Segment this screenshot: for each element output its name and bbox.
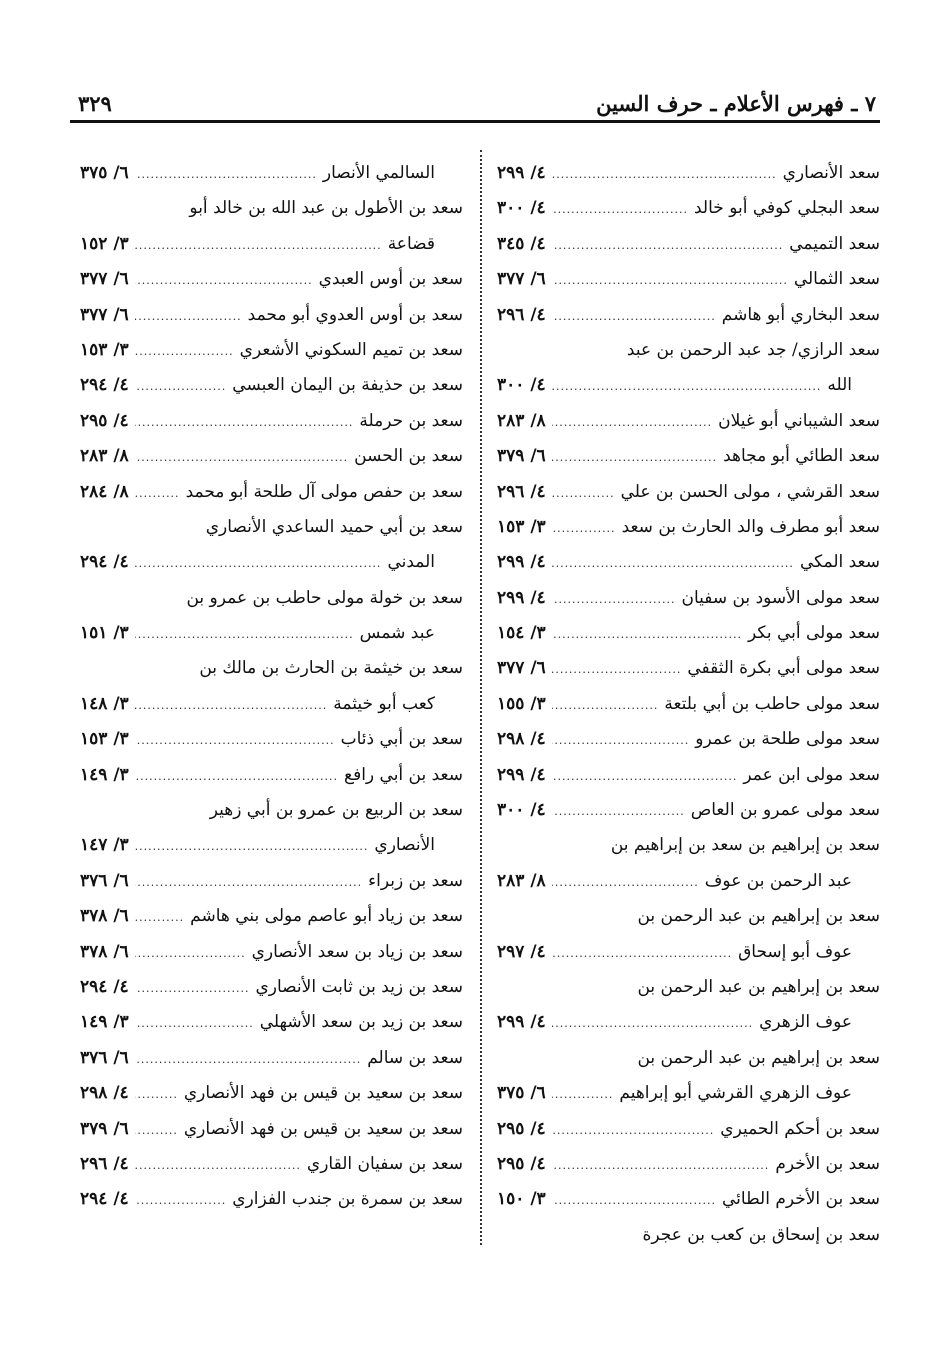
entry-name: سعد بن سالم <box>367 1047 463 1068</box>
volume-page-ref: ٦/ ٣٧٧ <box>497 269 546 290</box>
entry-name: سعد بن خيثمة بن الحارث بن مالك بن <box>199 658 463 679</box>
entry-name: عوف الزهري القرشي أبو إبراهيم <box>619 1083 852 1104</box>
volume-page-ref: ٦/ ٣٧٧ <box>80 304 129 325</box>
volume-page-ref: ٦/ ٣٧٨ <box>80 941 129 962</box>
index-entry <box>497 651 880 686</box>
leader-dots <box>552 865 699 900</box>
leader-dots <box>552 688 659 723</box>
volume-page-ref: ٨/ ٢٨٤ <box>80 481 129 502</box>
index-entry <box>80 262 463 297</box>
index-entry <box>80 935 463 970</box>
leader-dots <box>552 369 822 404</box>
entry-name: سعد المكي <box>799 552 880 573</box>
index-entry <box>497 156 880 191</box>
index-entry <box>497 935 880 970</box>
entry-name: سعد مولى أبي بكر <box>748 623 880 644</box>
index-entry <box>497 1218 880 1253</box>
leader-dots <box>552 263 788 298</box>
volume-page-ref: ٤/ ٢٩٩ <box>497 163 546 183</box>
volume-page-ref: ٤/ ٢٩٤ <box>80 375 129 396</box>
index-entry <box>80 1112 463 1147</box>
leader-dots <box>552 192 688 227</box>
volume-page-ref: ٣/ ١٥٣ <box>497 516 546 537</box>
index-entry <box>80 1005 463 1040</box>
entry-name: سعد مولى ابن عمر <box>743 764 880 785</box>
volume-page-ref: ٤/ ٣٠٠ <box>497 198 546 219</box>
entry-name: سعد بن زيد بن ثابت الأنصاري <box>255 976 463 997</box>
entry-name: سعد مولى حاطب بن أبي بلتعة <box>664 693 880 714</box>
entry-name: سعد التميمي <box>789 233 880 254</box>
index-entry <box>80 1147 463 1182</box>
index-entry <box>497 333 880 368</box>
index-entry <box>80 439 463 474</box>
leader-dots <box>135 299 242 334</box>
entry-name: سعد مولى الأسود بن سفيان <box>681 587 880 608</box>
index-entry <box>80 368 463 403</box>
entry-name: سعد الثمالي <box>793 269 880 290</box>
entry-name: سعد بن سعيد بن قيس بن فهد الأنصاري <box>183 1083 463 1104</box>
leader-dots <box>135 263 313 298</box>
leader-dots <box>135 334 234 369</box>
leader-dots <box>135 405 354 440</box>
leader-dots <box>135 476 180 511</box>
index-entry <box>497 191 880 226</box>
index-column-left <box>80 156 463 1218</box>
entry-name: سعد بن أوس العدوي أبو محمد <box>247 304 463 325</box>
index-entry <box>497 581 880 616</box>
index-entry <box>80 970 463 1005</box>
entry-name: سعد بن سعيد بن قيس بن فهد الأنصاري <box>183 1118 463 1139</box>
index-entry <box>80 1182 463 1217</box>
index-entry <box>80 545 463 580</box>
leader-dots <box>135 900 184 935</box>
leader-dots <box>552 723 690 758</box>
leader-dots <box>135 617 354 652</box>
index-entry <box>80 298 463 333</box>
entry-name: سعد الرازي/ جد عبد الرحمن بن عبد <box>626 339 880 360</box>
index-entry <box>80 227 463 262</box>
leader-dots <box>552 440 717 475</box>
entry-name: سعد بن إسحاق بن كعب بن عجرة <box>642 1224 880 1245</box>
index-entry <box>497 687 880 722</box>
leader-dots <box>135 1006 254 1041</box>
index-entry <box>497 616 880 651</box>
page-number: ٣٢٩ <box>78 91 112 116</box>
entry-name: سعد مولى عمرو بن العاص <box>690 800 880 821</box>
leader-dots <box>552 794 685 829</box>
entry-name: سعد بن حفص مولى آل طلحة أبو محمد <box>185 481 463 502</box>
volume-page-ref: ٦/ ٣٧٥ <box>497 1083 546 1104</box>
header-rule <box>70 120 880 123</box>
index-entry <box>497 758 880 793</box>
index-entry <box>80 475 463 510</box>
volume-page-ref: ٤/ ٢٩٨ <box>497 729 546 750</box>
index-column-right <box>497 156 880 1253</box>
leader-dots <box>552 582 676 617</box>
leader-dots <box>135 759 338 794</box>
entry-name: عوف أبو إسحاق <box>738 941 852 962</box>
entry-name: سعد بن الربيع بن عمرو بن أبي زهير <box>209 800 463 821</box>
volume-page-ref: ٣/ ١٤٩ <box>80 764 129 785</box>
index-entry <box>497 227 880 262</box>
leader-dots <box>135 440 348 475</box>
leader-dots <box>552 1077 614 1112</box>
entry-name: سعد بن خولة مولى حاطب بن عمرو بن <box>186 587 463 608</box>
volume-page-ref: ٤/ ٢٩٥ <box>497 1153 546 1174</box>
volume-page-ref: ٦/ ٣٧٨ <box>80 906 129 927</box>
leader-dots <box>135 1113 178 1148</box>
index-entry <box>497 864 880 899</box>
entry-name: سعد بن أبي ذئاب <box>340 729 463 750</box>
volume-page-ref: ٤/ ٢٩٤ <box>80 976 129 997</box>
entry-name: سعد بن زياد أبو عاصم مولى بني هاشم <box>190 906 463 927</box>
entry-name: سعد بن زبراء <box>368 870 463 891</box>
entry-name: سعد بن زياد بن سعد الأنصاري <box>251 941 463 962</box>
volume-page-ref: ٣/ ١٤٧ <box>80 835 129 856</box>
index-entry <box>80 156 463 191</box>
volume-page-ref: ٤/ ٢٩٩ <box>497 1012 546 1033</box>
entry-name: سعد بن سمرة بن جندب الفزاري <box>232 1189 463 1210</box>
entry-name: المدني <box>387 552 435 573</box>
index-entry <box>80 581 463 616</box>
entry-name: سعد بن تميم السكوني الأشعري <box>239 339 463 360</box>
index-entry <box>80 651 463 686</box>
entry-name: سعد البجلي كوفي أبو خالد <box>694 198 880 219</box>
index-entry <box>497 262 880 297</box>
entry-name: سعد بن إبراهيم بن عبد الرحمن بن <box>637 1047 880 1068</box>
volume-page-ref: ٤/ ٢٩٦ <box>497 481 546 502</box>
volume-page-ref: ٦/ ٣٧٧ <box>497 658 546 679</box>
volume-page-ref: ٣/ ١٥١ <box>80 623 129 644</box>
entry-name: سعد مولى طلحة بن عمرو <box>695 729 880 750</box>
leader-dots <box>552 546 794 581</box>
index-entry <box>80 864 463 899</box>
volume-page-ref: ٣/ ١٤٩ <box>80 1012 129 1033</box>
index-entry <box>497 439 880 474</box>
leader-dots <box>135 688 328 723</box>
entry-name: سعد أبو مطرف والد الحارث بن سعد <box>621 516 880 537</box>
index-entry <box>497 1147 880 1182</box>
index-entry <box>497 793 880 828</box>
entry-name: سعد بن أبي رافع <box>344 764 463 785</box>
leader-dots <box>552 1006 753 1041</box>
leader-dots <box>135 1183 227 1218</box>
index-entry <box>497 1182 880 1217</box>
volume-page-ref: ٦/ ٣٧٧ <box>80 269 129 290</box>
index-entry <box>80 1041 463 1076</box>
entry-name: قضاعة <box>387 233 435 254</box>
entry-name: سعد الشيباني أبو غيلان <box>718 410 880 431</box>
index-entry <box>497 828 880 863</box>
leader-dots <box>552 652 682 687</box>
index-entry <box>497 722 880 757</box>
entry-name: سعد بن حذيفة بن اليمان العبسي <box>232 375 463 396</box>
volume-page-ref: ٤/ ٢٩٦ <box>80 1153 129 1174</box>
index-entry <box>80 758 463 793</box>
entry-name: سعد بن أوس العبدي <box>318 269 463 290</box>
entry-name: عبد الرحمن بن عوف <box>704 870 852 891</box>
entry-name: سعد بن إبراهيم بن عبد الرحمن بن <box>637 976 880 997</box>
index-entry <box>497 1112 880 1147</box>
leader-dots <box>552 511 616 546</box>
entry-name: سعد القرشي ، مولى الحسن بن علي <box>620 481 880 502</box>
index-entry <box>497 970 880 1005</box>
entry-name: سعد الطائي أبو مجاهد <box>723 446 880 467</box>
volume-page-ref: ٣/ ١٥٥ <box>497 693 546 714</box>
entry-name: الأنصاري <box>374 835 435 856</box>
index-entry <box>497 475 880 510</box>
leader-dots <box>135 546 382 581</box>
entry-name: كعب أبو خيثمة <box>333 693 435 714</box>
leader-dots <box>135 228 382 263</box>
entry-name: سعد بن الأطول بن عبد الله بن خالد أبو <box>189 198 463 219</box>
entry-name: سعد بن الأخرم <box>775 1153 880 1174</box>
leader-dots <box>552 759 738 794</box>
leader-dots <box>135 157 317 192</box>
index-entry <box>497 298 880 333</box>
index-entry <box>80 404 463 439</box>
volume-page-ref: ٨/ ٢٨٣ <box>497 870 546 891</box>
leader-dots <box>552 617 742 652</box>
volume-page-ref: ٦/ ٣٧٥ <box>80 163 129 183</box>
volume-page-ref: ٦/ ٣٧٩ <box>80 1118 129 1139</box>
leader-dots <box>552 1113 715 1148</box>
index-entry <box>80 510 463 545</box>
index-entry <box>80 793 463 828</box>
entry-name: سعد البخاري أبو هاشم <box>721 304 880 325</box>
volume-page-ref: ٣/ ١٥٠ <box>497 1189 546 1210</box>
index-entry <box>497 899 880 934</box>
leader-dots <box>552 1148 770 1183</box>
leader-dots <box>135 865 362 900</box>
index-entry <box>80 899 463 934</box>
volume-page-ref: ٣/ ١٥٢ <box>80 233 129 254</box>
volume-page-ref: ٤/ ٢٩٨ <box>80 1083 129 1104</box>
index-entry <box>497 404 880 439</box>
volume-page-ref: ٣/ ١٥٣ <box>80 339 129 360</box>
entry-name: عبد شمس <box>359 623 435 644</box>
leader-dots <box>135 1077 178 1112</box>
volume-page-ref: ٤/ ٢٩٩ <box>497 587 546 608</box>
leader-dots <box>135 971 250 1006</box>
entry-name: سعد مولى أبي بكرة الثقفي <box>687 658 880 679</box>
volume-page-ref: ٦/ ٣٧٦ <box>80 1047 129 1068</box>
index-entry <box>80 687 463 722</box>
leader-dots <box>552 405 712 440</box>
entry-name: سعد بن الحسن <box>354 446 463 467</box>
leader-dots <box>135 723 335 758</box>
index-entry <box>80 333 463 368</box>
column-divider <box>480 150 482 1245</box>
leader-dots <box>135 936 246 971</box>
leader-dots <box>135 369 227 404</box>
chapter-title: ٧ ـ فهرس الأعلام ـ حرف السين <box>596 91 876 116</box>
leader-dots <box>135 1148 301 1183</box>
entry-name: سعد بن أبي حميد الساعدي الأنصاري <box>205 516 463 537</box>
volume-page-ref: ٦/ ٣٧٦ <box>80 870 129 891</box>
volume-page-ref: ٦/ ٣٧٩ <box>497 446 546 467</box>
leader-dots <box>552 228 784 263</box>
index-entry <box>497 368 880 403</box>
entry-name: سعد بن أحكم الحميري <box>720 1118 880 1139</box>
volume-page-ref: ٤/ ٢٩٥ <box>497 1118 546 1139</box>
entry-name: عوف الزهري <box>759 1012 852 1033</box>
volume-page-ref: ٤/ ٣٠٠ <box>497 375 546 396</box>
entry-name: سعد بن الأخرم الطائي <box>721 1189 880 1210</box>
volume-page-ref: ٣/ ١٥٣ <box>80 729 129 750</box>
index-entry <box>80 1076 463 1111</box>
running-header <box>70 82 878 116</box>
volume-page-ref: ٨/ ٢٨٣ <box>80 446 129 467</box>
index-entry <box>80 616 463 651</box>
leader-dots <box>552 299 716 334</box>
index-entry <box>497 1005 880 1040</box>
volume-page-ref: ٤/ ٢٩٤ <box>80 1189 129 1210</box>
index-entry <box>497 1076 880 1111</box>
entry-name: سعد بن زيد بن سعد الأشهلي <box>259 1012 463 1033</box>
index-entry <box>497 1041 880 1076</box>
entry-name: سعد بن حرملة <box>359 410 463 431</box>
leader-dots <box>135 829 369 864</box>
index-entry <box>497 545 880 580</box>
index-entry <box>497 510 880 545</box>
volume-page-ref: ٤/ ٢٩٩ <box>497 552 546 573</box>
index-entry <box>80 722 463 757</box>
leader-dots <box>552 1183 716 1218</box>
entry-name: سعد بن سفيان القاري <box>306 1153 463 1174</box>
volume-page-ref: ٤/ ٢٩٥ <box>80 410 129 431</box>
entry-name: سعد الأنصاري <box>782 163 880 183</box>
volume-page-ref: ٨/ ٢٨٣ <box>497 410 546 431</box>
volume-page-ref: ٤/ ٢٩٦ <box>497 304 546 325</box>
entry-name: سعد بن إبراهيم بن عبد الرحمن بن <box>637 906 880 927</box>
volume-page-ref: ٤/ ٢٩٧ <box>497 941 546 962</box>
entry-name: السالمي الأنصار <box>322 163 435 183</box>
leader-dots <box>135 1042 362 1077</box>
leader-dots <box>552 476 615 511</box>
volume-page-ref: ٤/ ٣٠٠ <box>497 800 546 821</box>
entry-name: سعد بن إبراهيم بن سعد بن إبراهيم بن <box>610 835 880 856</box>
leader-dots <box>552 157 777 192</box>
volume-page-ref: ٤/ ٢٩٩ <box>497 764 546 785</box>
entry-name: الله <box>827 375 852 396</box>
leader-dots <box>552 936 732 971</box>
volume-page-ref: ٤/ ٢٩٤ <box>80 552 129 573</box>
volume-page-ref: ٣/ ١٥٤ <box>497 623 546 644</box>
index-entry <box>80 828 463 863</box>
index-entry <box>80 191 463 226</box>
volume-page-ref: ٤/ ٣٤٥ <box>497 233 546 254</box>
volume-page-ref: ٣/ ١٤٨ <box>80 693 129 714</box>
